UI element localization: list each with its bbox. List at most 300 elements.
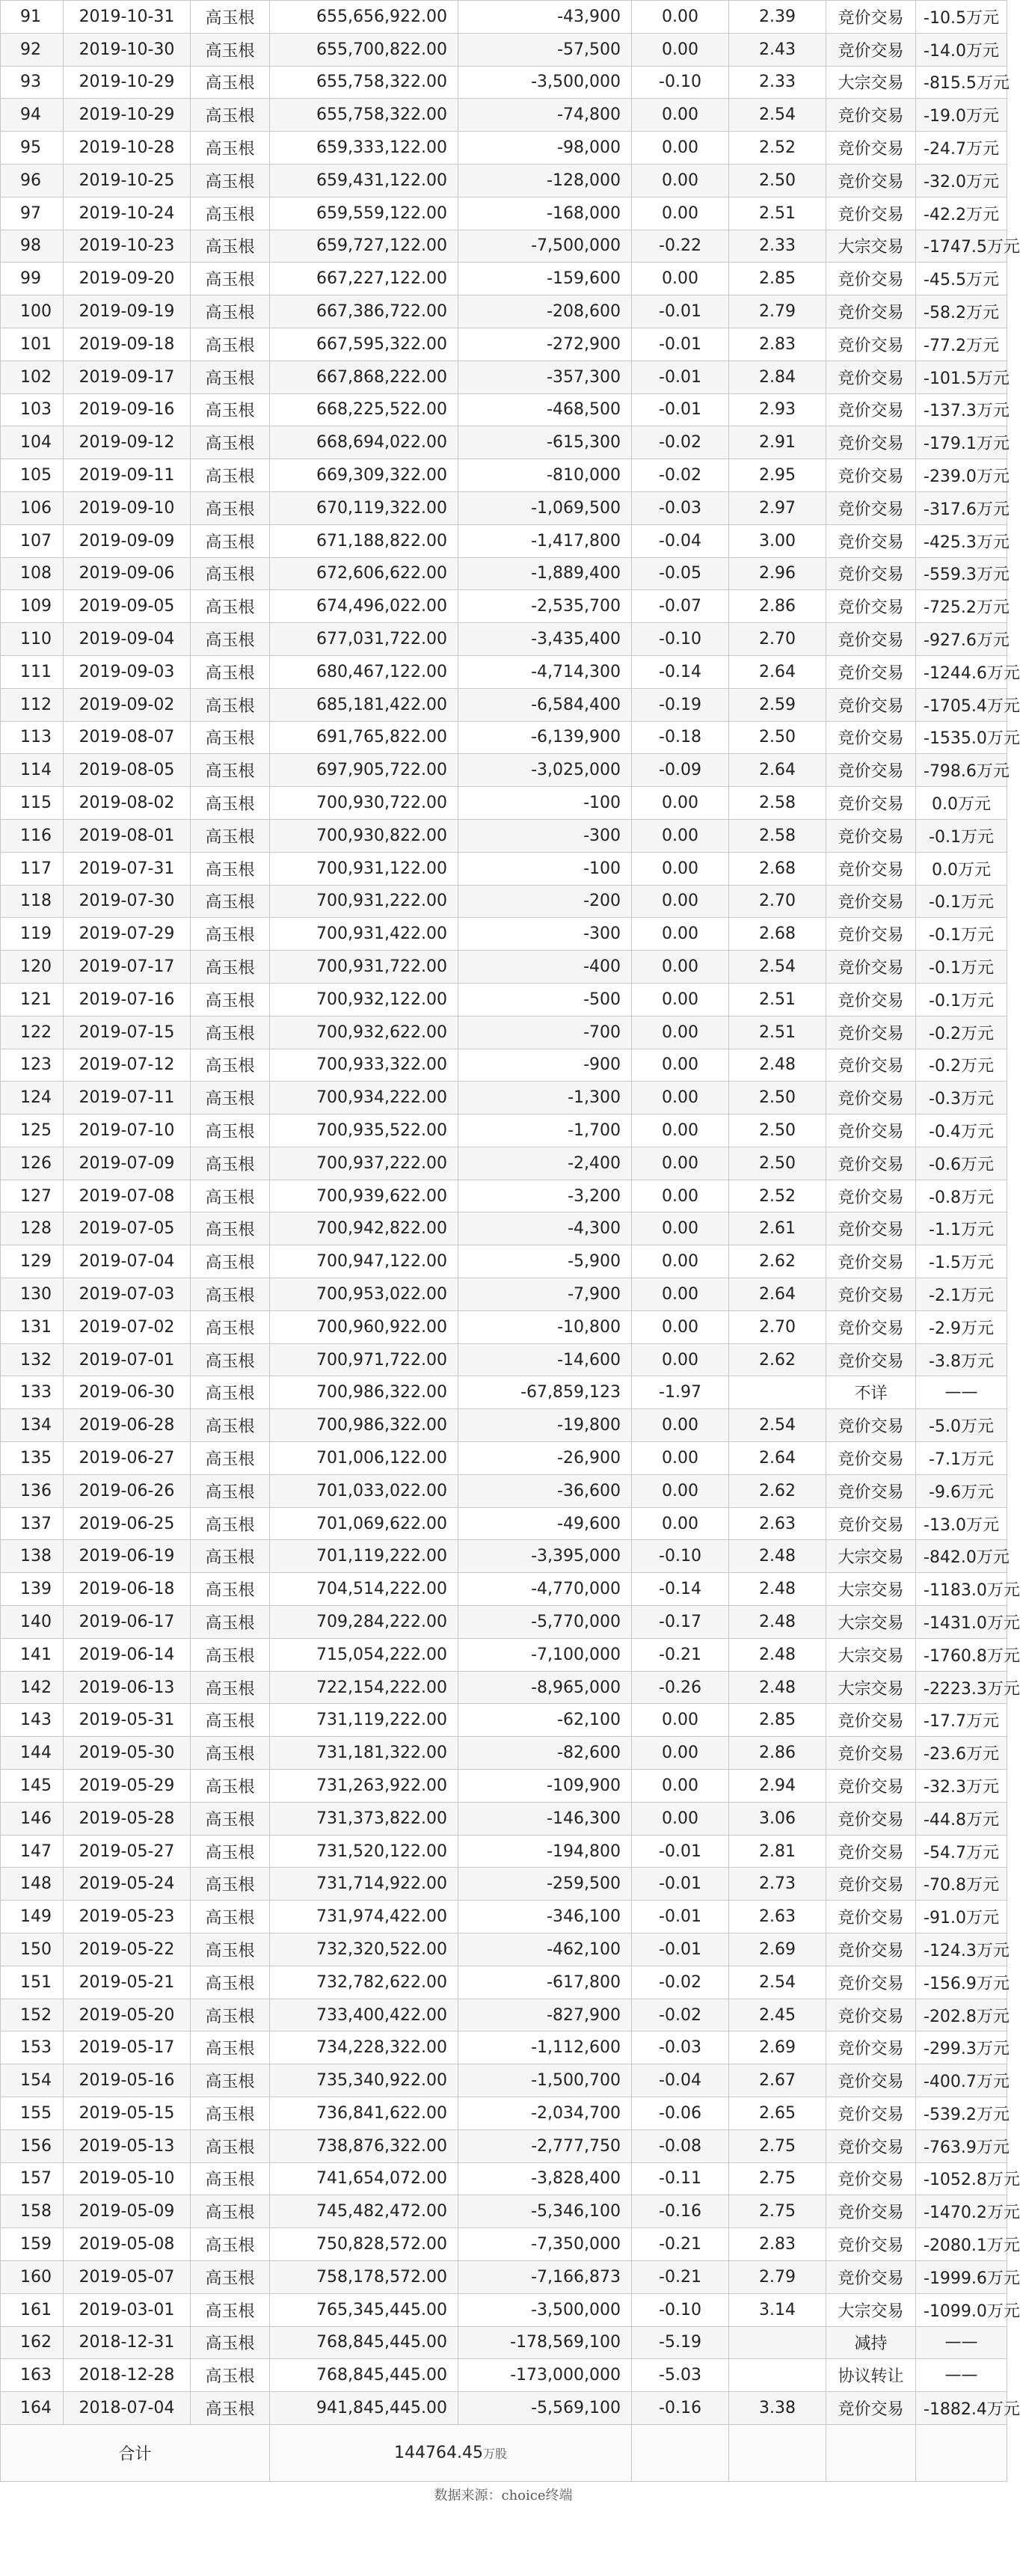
trade-mode-cell: 竞价交易	[826, 2064, 916, 2097]
row-index-cell: 105	[1, 459, 64, 492]
change-amount-cell: -1882.4万元	[916, 2392, 1007, 2425]
trade-mode-cell: 竞价交易	[826, 1343, 916, 1376]
trade-date-cell: 2019-07-05	[64, 1212, 191, 1245]
avg-price-cell: 2.50	[729, 1082, 826, 1114]
change-ratio-cell: 0.00	[632, 1737, 729, 1770]
trade-date-cell: 2019-05-31	[64, 1704, 191, 1737]
change-amount-cell: -0.1万元	[916, 951, 1007, 984]
shares-after-cell: 667,227,122.00	[270, 263, 458, 295]
holder-name-cell: 高玉根	[191, 1540, 270, 1573]
shares-after-cell: 700,930,722.00	[270, 787, 458, 820]
trade-date-cell: 2019-09-12	[64, 426, 191, 459]
row-index-cell: 122	[1, 1016, 64, 1049]
table-row	[1, 1507, 1007, 1540]
avg-price-cell: 2.39	[729, 1, 826, 34]
holder-name-cell: 高玉根	[191, 819, 270, 852]
table-row	[1, 491, 1007, 524]
avg-price-cell: 2.51	[729, 1016, 826, 1049]
row-index-cell: 116	[1, 819, 64, 852]
shares-after-cell: 715,054,222.00	[270, 1638, 458, 1671]
change-ratio-cell: 0.00	[632, 1278, 729, 1311]
change-shares-cell: -7,900	[458, 1278, 632, 1311]
change-amount-cell: -9.6万元	[916, 1474, 1007, 1507]
change-shares-cell: -300	[458, 819, 632, 852]
change-shares-cell: -1,069,500	[458, 491, 632, 524]
trade-mode-cell: 竞价交易	[826, 132, 916, 165]
trade-date-cell: 2019-09-11	[64, 459, 191, 492]
shares-after-cell: 700,932,122.00	[270, 983, 458, 1016]
trade-mode-cell: 竞价交易	[826, 2228, 916, 2261]
change-shares-cell: -300	[458, 918, 632, 951]
change-shares-cell: -4,714,300	[458, 655, 632, 688]
change-ratio-cell: 0.00	[632, 1147, 729, 1180]
trade-mode-cell: 竞价交易	[826, 263, 916, 295]
holder-name-cell: 高玉根	[191, 2359, 270, 2392]
shares-after-cell: 700,960,922.00	[270, 1310, 458, 1343]
trade-date-cell: 2019-07-31	[64, 852, 191, 885]
change-amount-cell: -798.6万元	[916, 754, 1007, 787]
avg-price-cell: 2.94	[729, 1770, 826, 1803]
table-row	[1, 1310, 1007, 1343]
trade-date-cell: 2019-06-13	[64, 1671, 191, 1704]
table-row	[1, 263, 1007, 295]
shares-after-cell: 700,937,222.00	[270, 1147, 458, 1180]
holder-name-cell: 高玉根	[191, 655, 270, 688]
holder-name-cell: 高玉根	[191, 2392, 270, 2425]
row-index-cell: 97	[1, 197, 64, 230]
trade-mode-cell: 竞价交易	[826, 819, 916, 852]
change-amount-cell: -239.0万元	[916, 459, 1007, 492]
trade-date-cell: 2019-09-20	[64, 263, 191, 295]
holder-name-cell: 高玉根	[191, 99, 270, 132]
trade-mode-cell: 大宗交易	[826, 2293, 916, 2326]
row-index-cell: 111	[1, 655, 64, 688]
trade-mode-cell: 竞价交易	[826, 491, 916, 524]
trade-mode-cell: 竞价交易	[826, 459, 916, 492]
avg-price-cell: 2.64	[729, 1278, 826, 1311]
shares-after-cell: 745,482,472.00	[270, 2195, 458, 2228]
change-ratio-cell: -0.01	[632, 1901, 729, 1933]
holder-name-cell: 高玉根	[191, 197, 270, 230]
table-row	[1, 1343, 1007, 1376]
shares-after-cell: 697,905,722.00	[270, 754, 458, 787]
trade-mode-cell: 竞价交易	[826, 1835, 916, 1868]
change-ratio-cell: -0.04	[632, 2064, 729, 2097]
trade-date-cell: 2019-05-15	[64, 2097, 191, 2130]
avg-price-cell: 2.86	[729, 1737, 826, 1770]
change-amount-cell: -0.1万元	[916, 918, 1007, 951]
row-index-cell: 95	[1, 132, 64, 165]
row-index-cell: 130	[1, 1278, 64, 1311]
row-index-cell: 147	[1, 1835, 64, 1868]
trade-mode-cell: 竞价交易	[826, 2031, 916, 2064]
avg-price-cell: 2.69	[729, 2031, 826, 2064]
row-index-cell: 154	[1, 2064, 64, 2097]
shares-after-cell: 731,373,822.00	[270, 1802, 458, 1835]
table-row	[1, 721, 1007, 754]
trade-mode-cell: 竞价交易	[826, 1082, 916, 1114]
change-shares-cell: -7,166,873	[458, 2260, 632, 2293]
change-amount-cell: -815.5万元	[916, 66, 1007, 99]
trade-date-cell: 2019-07-03	[64, 1278, 191, 1311]
trade-mode-cell: 竞价交易	[826, 1049, 916, 1082]
avg-price-cell: 2.85	[729, 263, 826, 295]
change-shares-cell: -7,100,000	[458, 1638, 632, 1671]
shares-after-cell: 655,656,922.00	[270, 1, 458, 34]
change-shares-cell: -208,600	[458, 295, 632, 328]
trade-date-cell: 2019-07-02	[64, 1310, 191, 1343]
total-value: 144764.45	[394, 2443, 483, 2462]
row-index-cell: 114	[1, 754, 64, 787]
row-index-cell: 99	[1, 263, 64, 295]
avg-price-cell: 2.83	[729, 328, 826, 361]
holder-name-cell: 高玉根	[191, 132, 270, 165]
trade-mode-cell: 竞价交易	[826, 1704, 916, 1737]
table-row	[1, 1901, 1007, 1933]
shares-after-cell: 731,714,922.00	[270, 1868, 458, 1901]
change-amount-cell: -44.8万元	[916, 1802, 1007, 1835]
shares-after-cell: 735,340,922.00	[270, 2064, 458, 2097]
trade-date-cell: 2019-09-02	[64, 688, 191, 721]
avg-price-cell: 2.70	[729, 1310, 826, 1343]
shares-after-cell: 731,520,122.00	[270, 1835, 458, 1868]
change-amount-cell: -32.3万元	[916, 1770, 1007, 1803]
change-shares-cell: -168,000	[458, 197, 632, 230]
trade-date-cell: 2019-08-01	[64, 819, 191, 852]
trade-date-cell: 2019-09-03	[64, 655, 191, 688]
avg-price-cell	[729, 2326, 826, 2359]
change-ratio-cell: 0.00	[632, 1770, 729, 1803]
trade-mode-cell: 大宗交易	[826, 1540, 916, 1573]
change-shares-cell: -49,600	[458, 1507, 632, 1540]
avg-price-cell: 2.54	[729, 951, 826, 984]
row-index-cell: 118	[1, 885, 64, 918]
avg-price-cell: 2.33	[729, 230, 826, 263]
change-shares-cell: -7,350,000	[458, 2228, 632, 2261]
total-empty-cell	[729, 2424, 826, 2481]
table-row	[1, 787, 1007, 820]
change-amount-cell: -14.0万元	[916, 33, 1007, 66]
trade-date-cell: 2019-07-10	[64, 1114, 191, 1147]
holder-name-cell: 高玉根	[191, 852, 270, 885]
trade-mode-cell: 竞价交易	[826, 2195, 916, 2228]
trade-date-cell: 2019-09-16	[64, 393, 191, 426]
change-amount-cell: -32.0万元	[916, 164, 1007, 197]
table-row	[1, 2326, 1007, 2359]
trade-mode-cell: 竞价交易	[826, 852, 916, 885]
change-ratio-cell: -0.10	[632, 66, 729, 99]
trade-date-cell: 2019-10-28	[64, 132, 191, 165]
row-index-cell: 162	[1, 2326, 64, 2359]
trade-mode-cell: 竞价交易	[826, 1180, 916, 1212]
row-index-cell: 94	[1, 99, 64, 132]
change-shares-cell: -159,600	[458, 263, 632, 295]
change-amount-cell: -91.0万元	[916, 1901, 1007, 1933]
change-shares-cell: -827,900	[458, 1999, 632, 2031]
table-row	[1, 983, 1007, 1016]
change-shares-cell: -3,500,000	[458, 2293, 632, 2326]
trade-date-cell: 2019-07-12	[64, 1049, 191, 1082]
trade-mode-cell: 竞价交易	[826, 1409, 916, 1442]
avg-price-cell: 2.48	[729, 1540, 826, 1573]
shares-after-cell: 700,935,522.00	[270, 1114, 458, 1147]
change-shares-cell: -109,900	[458, 1770, 632, 1803]
shares-after-cell: 701,119,222.00	[270, 1540, 458, 1573]
shares-after-cell: 691,765,822.00	[270, 721, 458, 754]
change-ratio-cell: -0.21	[632, 2260, 729, 2293]
change-amount-cell: -0.1万元	[916, 885, 1007, 918]
change-shares-cell: -5,770,000	[458, 1606, 632, 1639]
change-amount-cell: -137.3万元	[916, 393, 1007, 426]
trade-mode-cell: 竞价交易	[826, 1442, 916, 1475]
holder-name-cell: 高玉根	[191, 1802, 270, 1835]
holder-name-cell: 高玉根	[191, 524, 270, 557]
row-index-cell: 152	[1, 1999, 64, 2031]
avg-price-cell: 3.14	[729, 2293, 826, 2326]
avg-price-cell: 2.70	[729, 885, 826, 918]
avg-price-cell: 2.68	[729, 852, 826, 885]
trade-mode-cell: 竞价交易	[826, 721, 916, 754]
change-shares-cell: -400	[458, 951, 632, 984]
change-shares-cell: -1,889,400	[458, 557, 632, 590]
shares-after-cell: 750,828,572.00	[270, 2228, 458, 2261]
holder-name-cell: 高玉根	[191, 688, 270, 721]
shares-after-cell: 941,845,445.00	[270, 2392, 458, 2425]
holder-name-cell: 高玉根	[191, 1638, 270, 1671]
row-index-cell: 148	[1, 1868, 64, 1901]
change-amount-cell: -1760.8万元	[916, 1638, 1007, 1671]
total-value-cell	[270, 2424, 632, 2481]
change-amount-cell: ——	[916, 1376, 1007, 1409]
shares-after-cell: 732,782,622.00	[270, 1966, 458, 1999]
row-index-cell: 101	[1, 328, 64, 361]
holder-name-cell: 高玉根	[191, 1933, 270, 1966]
trade-date-cell: 2019-10-25	[64, 164, 191, 197]
avg-price-cell: 2.95	[729, 459, 826, 492]
holder-name-cell: 高玉根	[191, 328, 270, 361]
row-index-cell: 96	[1, 164, 64, 197]
trade-mode-cell: 协议转让	[826, 2359, 916, 2392]
change-amount-cell: -2.1万元	[916, 1278, 1007, 1311]
change-shares-cell: -14,600	[458, 1343, 632, 1376]
row-index-cell: 141	[1, 1638, 64, 1671]
table-row	[1, 1212, 1007, 1245]
trade-date-cell: 2019-07-17	[64, 951, 191, 984]
change-ratio-cell: -0.14	[632, 655, 729, 688]
trade-mode-cell: 竞价交易	[826, 197, 916, 230]
trade-mode-cell: 竞价交易	[826, 787, 916, 820]
holder-name-cell: 高玉根	[191, 623, 270, 656]
avg-price-cell: 2.54	[729, 1966, 826, 1999]
change-ratio-cell: 0.00	[632, 951, 729, 984]
change-ratio-cell: -0.01	[632, 295, 729, 328]
change-amount-cell: -5.0万元	[916, 1409, 1007, 1442]
row-index-cell: 91	[1, 1, 64, 34]
row-index-cell: 107	[1, 524, 64, 557]
holder-name-cell: 高玉根	[191, 1049, 270, 1082]
shares-after-cell: 701,069,622.00	[270, 1507, 458, 1540]
change-ratio-cell: 0.00	[632, 263, 729, 295]
table-row	[1, 1442, 1007, 1475]
change-ratio-cell: 0.00	[632, 1212, 729, 1245]
holder-name-cell: 高玉根	[191, 66, 270, 99]
trade-date-cell: 2019-08-02	[64, 787, 191, 820]
trade-mode-cell: 竞价交易	[826, 2392, 916, 2425]
trade-date-cell: 2019-05-24	[64, 1868, 191, 1901]
avg-price-cell: 3.38	[729, 2392, 826, 2425]
holder-name-cell: 高玉根	[191, 2031, 270, 2064]
table-row	[1, 1245, 1007, 1278]
table-row	[1, 99, 1007, 132]
table-row	[1, 1835, 1007, 1868]
change-ratio-cell: 0.00	[632, 1409, 729, 1442]
row-index-cell: 121	[1, 983, 64, 1016]
holder-name-cell: 高玉根	[191, 1770, 270, 1803]
change-ratio-cell: -0.03	[632, 2031, 729, 2064]
change-shares-cell: -4,300	[458, 1212, 632, 1245]
change-ratio-cell: -0.16	[632, 2195, 729, 2228]
change-ratio-cell: 0.00	[632, 1343, 729, 1376]
row-index-cell: 119	[1, 918, 64, 951]
avg-price-cell: 2.48	[729, 1049, 826, 1082]
trade-mode-cell: 竞价交易	[826, 1016, 916, 1049]
row-index-cell: 112	[1, 688, 64, 721]
change-shares-cell: -200	[458, 885, 632, 918]
table-row	[1, 1376, 1007, 1409]
avg-price-cell: 2.50	[729, 164, 826, 197]
change-amount-cell: ——	[916, 2326, 1007, 2359]
row-index-cell: 123	[1, 1049, 64, 1082]
change-shares-cell: -57,500	[458, 33, 632, 66]
shares-after-cell: 667,386,722.00	[270, 295, 458, 328]
avg-price-cell: 2.58	[729, 787, 826, 820]
row-index-cell: 158	[1, 2195, 64, 2228]
row-index-cell: 150	[1, 1933, 64, 1966]
change-shares-cell: -259,500	[458, 1868, 632, 1901]
table-row	[1, 1049, 1007, 1082]
change-amount-cell: -927.6万元	[916, 623, 1007, 656]
avg-price-cell: 3.00	[729, 524, 826, 557]
holder-name-cell: 高玉根	[191, 1999, 270, 2031]
holder-name-cell: 高玉根	[191, 557, 270, 590]
trade-date-cell: 2019-06-19	[64, 1540, 191, 1573]
trade-mode-cell: 竞价交易	[826, 1802, 916, 1835]
shares-after-cell: 700,931,722.00	[270, 951, 458, 984]
shares-after-cell: 655,758,322.00	[270, 99, 458, 132]
trade-mode-cell: 竞价交易	[826, 1, 916, 34]
change-shares-cell: -1,300	[458, 1082, 632, 1114]
trade-mode-cell: 竞价交易	[826, 524, 916, 557]
table-row	[1, 754, 1007, 787]
trade-date-cell: 2019-06-27	[64, 1442, 191, 1475]
row-index-cell: 120	[1, 951, 64, 984]
change-shares-cell: -5,569,100	[458, 2392, 632, 2425]
shares-after-cell: 677,031,722.00	[270, 623, 458, 656]
trade-mode-cell: 竞价交易	[826, 1901, 916, 1933]
holder-name-cell: 高玉根	[191, 1671, 270, 1704]
change-ratio-cell: -0.01	[632, 361, 729, 393]
avg-price-cell: 2.63	[729, 1507, 826, 1540]
change-ratio-cell: -0.02	[632, 459, 729, 492]
change-ratio-cell: -0.18	[632, 721, 729, 754]
change-ratio-cell: 0.00	[632, 1114, 729, 1147]
trade-date-cell: 2019-06-28	[64, 1409, 191, 1442]
trade-date-cell: 2018-07-04	[64, 2392, 191, 2425]
trade-date-cell: 2018-12-28	[64, 2359, 191, 2392]
change-shares-cell: -3,200	[458, 1180, 632, 1212]
row-index-cell: 126	[1, 1147, 64, 1180]
change-amount-cell: -10.5万元	[916, 1, 1007, 34]
trade-mode-cell: 竞价交易	[826, 1966, 916, 1999]
avg-price-cell: 2.79	[729, 2260, 826, 2293]
change-shares-cell: -10,800	[458, 1310, 632, 1343]
change-amount-cell: -19.0万元	[916, 99, 1007, 132]
table-row	[1, 295, 1007, 328]
trade-mode-cell: 大宗交易	[826, 66, 916, 99]
change-ratio-cell: 0.00	[632, 1049, 729, 1082]
holder-name-cell: 高玉根	[191, 1835, 270, 1868]
change-amount-cell: -0.6万元	[916, 1147, 1007, 1180]
change-shares-cell: -36,600	[458, 1474, 632, 1507]
change-shares-cell: -2,400	[458, 1147, 632, 1180]
avg-price-cell: 2.64	[729, 1442, 826, 1475]
trade-mode-cell: 竞价交易	[826, 623, 916, 656]
change-amount-cell: -2080.1万元	[916, 2228, 1007, 2261]
table-row	[1, 66, 1007, 99]
change-shares-cell: -146,300	[458, 1802, 632, 1835]
trade-date-cell: 2019-08-05	[64, 754, 191, 787]
change-shares-cell: -194,800	[458, 1835, 632, 1868]
table-row	[1, 590, 1007, 623]
avg-price-cell: 2.58	[729, 819, 826, 852]
holder-name-cell: 高玉根	[191, 2162, 270, 2195]
holder-name-cell: 高玉根	[191, 263, 270, 295]
change-shares-cell: -810,000	[458, 459, 632, 492]
holder-name-cell: 高玉根	[191, 590, 270, 623]
change-amount-cell: -539.2万元	[916, 2097, 1007, 2130]
change-amount-cell: -45.5万元	[916, 263, 1007, 295]
trade-date-cell: 2019-05-21	[64, 1966, 191, 1999]
change-amount-cell: -17.7万元	[916, 1704, 1007, 1737]
row-index-cell: 109	[1, 590, 64, 623]
change-ratio-cell: 0.00	[632, 1474, 729, 1507]
change-ratio-cell: -0.01	[632, 1868, 729, 1901]
change-shares-cell: -173,000,000	[458, 2359, 632, 2392]
change-ratio-cell: 0.00	[632, 918, 729, 951]
change-shares-cell: -2,034,700	[458, 2097, 632, 2130]
avg-price-cell: 2.70	[729, 623, 826, 656]
avg-price-cell: 2.75	[729, 2195, 826, 2228]
change-ratio-cell: -0.22	[632, 230, 729, 263]
change-ratio-cell: -5.19	[632, 2326, 729, 2359]
trade-mode-cell: 竞价交易	[826, 426, 916, 459]
avg-price-cell: 2.52	[729, 132, 826, 165]
change-amount-cell: -1999.6万元	[916, 2260, 1007, 2293]
table-row	[1, 1180, 1007, 1212]
trade-date-cell: 2019-09-09	[64, 524, 191, 557]
row-index-cell: 132	[1, 1343, 64, 1376]
shares-after-cell: 700,931,222.00	[270, 885, 458, 918]
row-index-cell: 159	[1, 2228, 64, 2261]
change-shares-cell: -3,500,000	[458, 66, 632, 99]
avg-price-cell: 2.33	[729, 66, 826, 99]
trade-date-cell: 2019-05-16	[64, 2064, 191, 2097]
table-row	[1, 885, 1007, 918]
trade-date-cell: 2019-10-29	[64, 66, 191, 99]
table-row	[1, 2031, 1007, 2064]
holder-name-cell: 高玉根	[191, 2326, 270, 2359]
trade-mode-cell: 竞价交易	[826, 918, 916, 951]
